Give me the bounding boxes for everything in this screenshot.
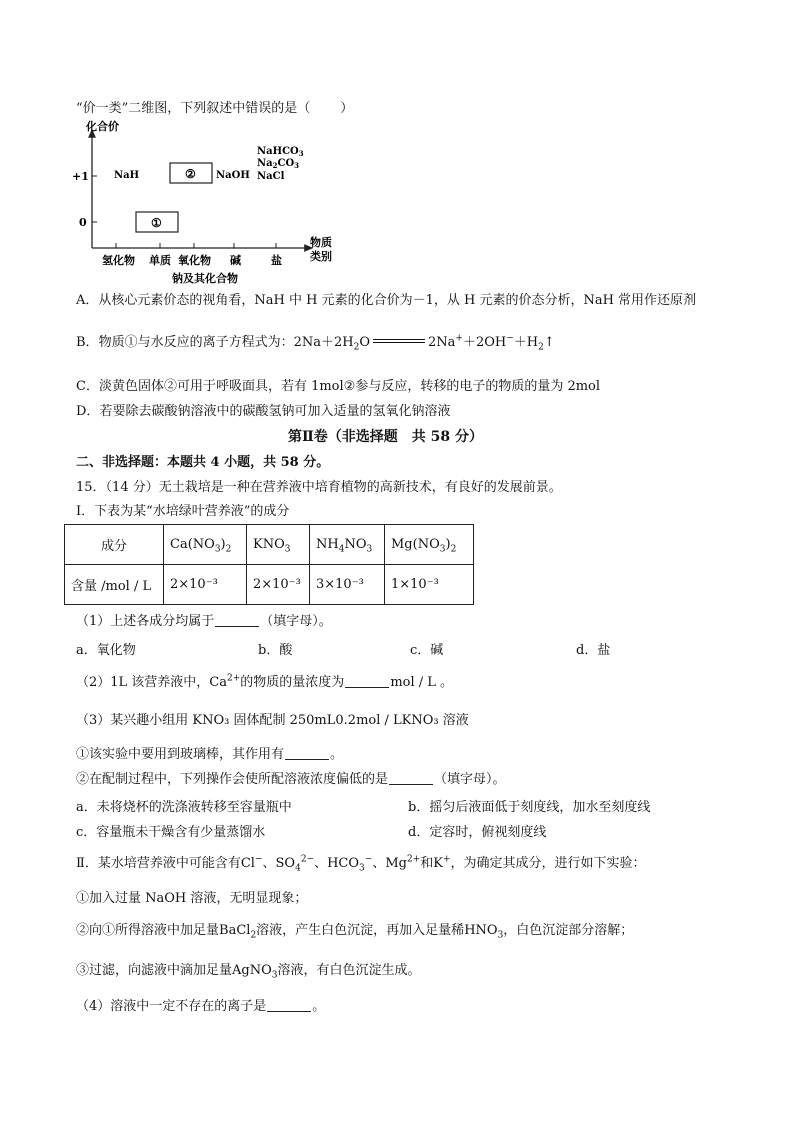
col-mg-no3-2: $Mg(NO_3)_2$: [385, 525, 474, 565]
option-c: c．碱: [410, 643, 444, 658]
x-tick-oxide: 氧化物: [178, 254, 211, 267]
x-axis-label-1: 物质: [310, 236, 332, 249]
point-1: ①: [151, 216, 162, 230]
q15-3-1: ①该实验中要用到玻璃棒，其作用有 。: [76, 747, 344, 762]
y-axis-label: 化合价: [86, 120, 119, 133]
option-a: a．未将烧杯的洗涤液转移至容量瓶中: [76, 800, 292, 815]
answer-blank[interactable]: [389, 771, 433, 785]
q14-option-c: C．淡黄色固体②可用于呼吸面具，若有 1mol②参与反应，转移的电子的物质的量为 2mol: [76, 379, 601, 394]
table-row: [65, 565, 474, 605]
q15-1: （1）上述各成分均属于 （填字母）。: [76, 614, 332, 629]
option-b: b．摇匀后液面低于刻度线，加水至刻度线: [408, 800, 651, 815]
q15-3-options: [76, 796, 696, 840]
x-tick-element: 单质: [149, 254, 171, 267]
q15-4: （4）溶液中一定不存在的离子是 。: [76, 999, 326, 1014]
point-naoh: NaOH: [216, 170, 250, 181]
answer-blank[interactable]: [345, 674, 389, 688]
answer-blank[interactable]: [267, 998, 311, 1012]
q15-step3: ③过滤，向滤液中滴加足量AgNO$_3$溶液，有白色沉淀生成。: [76, 963, 421, 981]
valence-class-diagram: [64, 118, 354, 290]
section-title: 第Ⅱ卷（非选择题 共 58 分）: [288, 429, 484, 445]
ionic-equation: $2Na+2H_2O$ $2Na^++2OH^-+H_2↑$: [293, 333, 555, 353]
x-tick-base: 碱: [230, 254, 241, 267]
salt-nacl: NaCl: [257, 171, 285, 182]
q15-intro: 15．（14 分）无土栽培是一种在营养液中培育植物的高新技术，有良好的发展前景。: [76, 480, 562, 495]
row-header-content: 含量 /mol / L: [65, 565, 164, 605]
q14-stem: “价一类”二维图，下列叙述中错误的是（ ）: [76, 101, 354, 116]
y-tick-plus1: +1: [72, 170, 89, 183]
option-a: a．氧化物: [76, 643, 136, 658]
col-ca-no3-2: $Ca(NO_3)_2$: [164, 525, 247, 565]
salt-nahco3: NaHCO$_3$: [257, 146, 304, 158]
table-cell: 2×10⁻³: [164, 565, 247, 605]
table-cell: 3×10⁻³: [310, 565, 385, 605]
table-cell: 2×10⁻³: [247, 565, 310, 605]
option-d: d．定容时，俯视刻度线: [408, 825, 547, 840]
q15-3: （3）某兴趣小组用 KNO₃ 固体配制 250mL0.2mol / LKNO₃ 溶液: [76, 713, 469, 728]
q14-option-a: A．从核心元素价态的视角看，NaH 中 H 元素的化合价为－1，从 H 元素的价态分析，NaH 常用作还原剂: [76, 293, 697, 308]
row-header-component: 成分: [65, 525, 164, 565]
point-nah: NaH: [114, 170, 140, 181]
y-tick-0: 0: [79, 216, 87, 229]
option-b: b．酸: [258, 643, 293, 658]
option-c: c．容量瓶未干燥含有少量蒸馏水: [76, 825, 266, 840]
q15-1-options: [76, 639, 636, 657]
q14-option-d: D．若要除去碳酸钠溶液中的碳酸氢钠可加入适量的氢氧化钠溶液: [76, 404, 451, 419]
answer-blank[interactable]: [215, 613, 259, 627]
q15-step2: ②向①所得溶液中加足量BaCl$_2$溶液，产生白色沉淀，再加入足量稀$HNO_3$，白色沉淀部分溶解；: [76, 923, 634, 941]
point-2: ②: [185, 167, 196, 181]
section-heading: 二、非选择题：本题共 4 小题，共 58 分。: [76, 455, 330, 470]
x-tick-hydride: 氢化物: [102, 254, 135, 267]
col-kno3: $KNO_3$: [247, 525, 310, 565]
answer-blank[interactable]: [285, 746, 329, 760]
x-caption: 钠及其化合物: [172, 272, 238, 285]
q15-part2: Ⅱ．某水培营养液中可能含有Cl−、$SO_4^{2-}$、$HCO_3^-$、$Mg^{2+}$和K+，为确定其成分，进行如下实验：: [76, 854, 646, 874]
q15-2: （2）1L 该营养液中，$Ca^{2+}$的物质的量浓度为 mol / L 。: [76, 673, 454, 690]
q15-step1: ①加入过量 NaOH 溶液，无明显现象；: [76, 891, 308, 906]
col-nh4no3: $NH_4NO_3$: [310, 525, 385, 565]
salt-na2co3: $Na_2CO_3$: [257, 158, 300, 170]
x-tick-salt: 盐: [271, 254, 282, 267]
x-axis-label-2: 类别: [310, 250, 332, 263]
option-d: d．盐: [576, 643, 611, 658]
table-cell: 1×10⁻³: [385, 565, 474, 605]
q15-part1: Ⅰ．下表为某“水培绿叶营养液”的成分: [76, 504, 290, 519]
table-row: [65, 525, 474, 565]
ion-list: Cl−、$SO_4^{2-}$、$HCO_3^-$、$Mg^{2+}$和K+: [240, 854, 451, 874]
q14-option-b: B．物质①与水反应的离子方程式为：$2Na+2H_2O$ $2Na^++2OH^-+H_2↑$: [76, 333, 555, 353]
q15-3-2: ②在配制过程中，下列操作会使所配溶液浓度偏低的是 （填字母）。: [76, 772, 506, 787]
nutrient-table: [64, 524, 474, 605]
